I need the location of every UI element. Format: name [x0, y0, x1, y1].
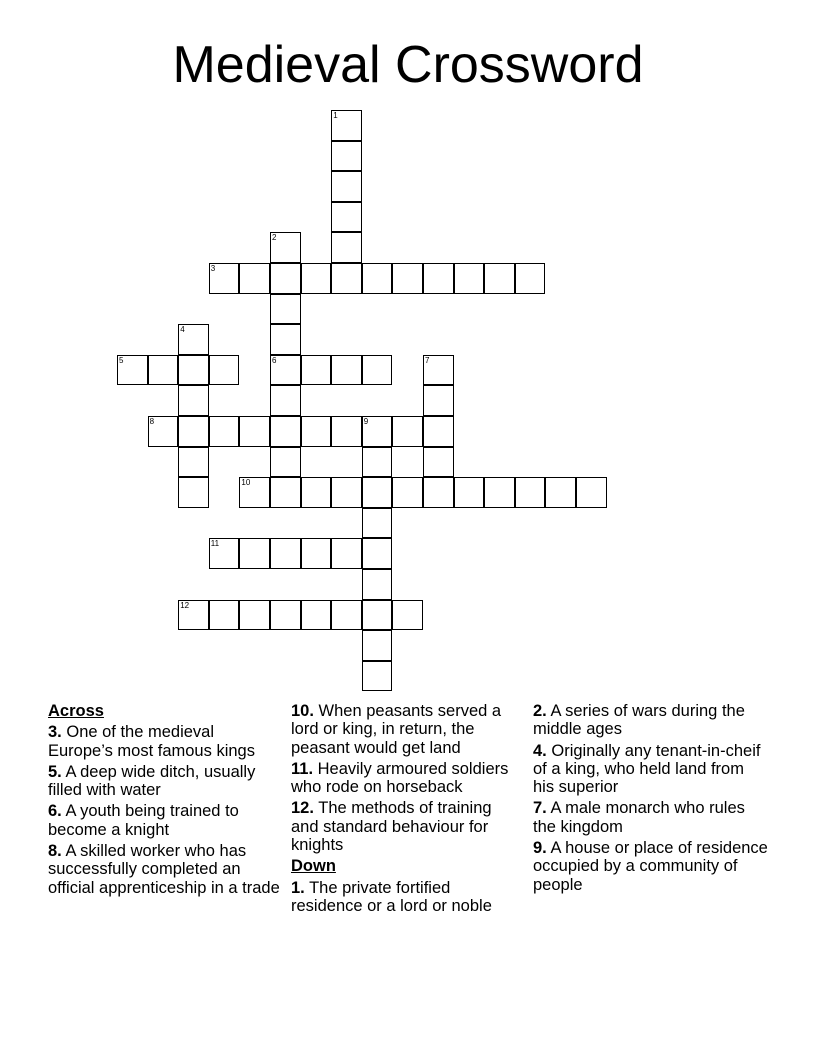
- grid-cell[interactable]: [178, 600, 209, 631]
- grid-cell-number: 6: [272, 355, 277, 365]
- grid-cell[interactable]: [423, 416, 454, 447]
- clue-down-4: [533, 742, 768, 797]
- grid-cell[interactable]: [331, 477, 362, 508]
- grid-cell[interactable]: [423, 477, 454, 508]
- clue-across-5: [48, 763, 280, 800]
- grid-cell[interactable]: [362, 508, 393, 539]
- grid-cell[interactable]: [331, 416, 362, 447]
- grid-cell[interactable]: [178, 447, 209, 478]
- clue-across-8: [48, 842, 280, 897]
- grid-cell[interactable]: [301, 355, 332, 386]
- grid-cell[interactable]: [178, 385, 209, 416]
- grid-cell[interactable]: [515, 477, 546, 508]
- clues-column-3: [533, 702, 768, 897]
- grid-cell[interactable]: [362, 263, 393, 294]
- clue-text: A deep wide ditch, usually filled with water: [48, 762, 256, 800]
- grid-cell[interactable]: [362, 600, 393, 631]
- clue-across-11: [291, 760, 523, 797]
- grid-cell[interactable]: [148, 355, 179, 386]
- grid-cell[interactable]: [454, 263, 485, 294]
- grid-cell[interactable]: [362, 416, 393, 447]
- clue-number: 2.: [533, 702, 547, 720]
- grid-cell-number: 10: [241, 478, 251, 488]
- grid-cell-number: 2: [272, 233, 277, 243]
- grid-cell-number: 4: [180, 325, 185, 335]
- grid-cell[interactable]: [362, 569, 393, 600]
- grid-cell[interactable]: [270, 477, 301, 508]
- grid-cell[interactable]: [331, 141, 362, 172]
- clue-text: A skilled worker who has successfully completed an official apprenticeship in a trade: [48, 842, 280, 897]
- grid-cell-number: 9: [363, 417, 369, 426]
- grid-cell[interactable]: [331, 263, 362, 294]
- grid-cell[interactable]: [392, 416, 423, 447]
- grid-cell[interactable]: [270, 324, 301, 355]
- clues-column-1: [48, 702, 280, 900]
- across-heading: Across: [48, 702, 104, 720]
- grid-cell[interactable]: [362, 661, 393, 692]
- grid-cell[interactable]: [331, 538, 362, 569]
- grid-cell-number: 1: [333, 111, 338, 120]
- grid-cell[interactable]: [270, 416, 301, 447]
- grid-cell[interactable]: [209, 538, 240, 569]
- clue-number: 11.: [291, 759, 314, 778]
- clue-number: 5.: [48, 762, 62, 781]
- clue-number: 7.: [533, 799, 547, 818]
- clue-text: Originally any tenant-in-cheif of a king, who held land from his superior: [533, 741, 761, 797]
- grid-cell[interactable]: [331, 202, 362, 233]
- grid-cell[interactable]: [423, 355, 454, 386]
- grid-cell-number: 3: [210, 264, 216, 273]
- grid-cell[interactable]: [362, 477, 393, 508]
- grid-cell[interactable]: [331, 110, 362, 141]
- grid-cell[interactable]: [362, 630, 393, 661]
- clue-down-2: [533, 702, 768, 739]
- grid-cell[interactable]: [209, 416, 240, 447]
- grid-cell[interactable]: [301, 600, 332, 631]
- clue-number: 6.: [48, 802, 62, 821]
- grid-cell[interactable]: [331, 355, 362, 386]
- clue-across-6: [48, 802, 280, 839]
- clue-text: A male monarch who rules the kingdom: [533, 799, 745, 836]
- grid-cell[interactable]: [239, 600, 270, 631]
- clue-number: 8.: [48, 842, 62, 861]
- grid-cell[interactable]: [515, 263, 546, 294]
- grid-cell-number: 7: [425, 355, 430, 365]
- grid-cell[interactable]: [301, 263, 332, 294]
- grid-cell[interactable]: [178, 477, 209, 508]
- grid-cell-number: 12: [180, 600, 190, 610]
- clue-number: 9.: [533, 839, 547, 858]
- page-title: Medieval Crossword: [172, 36, 644, 94]
- clue-text: A series of wars during the middle ages: [533, 702, 745, 739]
- grid-cell[interactable]: [178, 416, 209, 447]
- grid-cell[interactable]: [270, 447, 301, 478]
- clue-number: 3.: [48, 723, 62, 742]
- grid-cell[interactable]: [239, 263, 270, 294]
- grid-cell[interactable]: [362, 447, 393, 478]
- grid-cell[interactable]: [148, 416, 179, 447]
- clue-number: 4.: [533, 741, 547, 760]
- grid-cell[interactable]: [392, 263, 423, 294]
- grid-cell[interactable]: [301, 416, 332, 447]
- grid-cell[interactable]: [576, 477, 607, 508]
- clues-column-2: [291, 702, 523, 918]
- grid-cell[interactable]: [331, 232, 362, 263]
- clue-across-12: [291, 799, 523, 854]
- grid-cell[interactable]: [301, 477, 332, 508]
- clue-text: A youth being trained to become a knight: [48, 802, 239, 839]
- grid-cell[interactable]: [301, 538, 332, 569]
- grid-cell[interactable]: [545, 477, 576, 508]
- grid-cell[interactable]: [270, 355, 301, 386]
- down-heading: Down: [291, 857, 336, 876]
- grid-cell[interactable]: [454, 477, 485, 508]
- clue-text: One of the medieval Europe’s most famous kings: [48, 723, 255, 760]
- clue-down-9: [533, 839, 768, 894]
- grid-cell[interactable]: [484, 477, 515, 508]
- clue-number: 10.: [291, 702, 314, 720]
- grid-cell[interactable]: [239, 477, 270, 508]
- grid-cell[interactable]: [331, 171, 362, 202]
- grid-cell[interactable]: [270, 385, 301, 416]
- grid-cell[interactable]: [423, 385, 454, 416]
- clue-number: 1.: [291, 878, 305, 897]
- clue-text: The private fortified residence or a lord or noble: [291, 878, 492, 915]
- grid-cell[interactable]: [392, 600, 423, 631]
- grid-cell[interactable]: [270, 263, 301, 294]
- grid-cell-number: 11: [210, 539, 220, 549]
- grid-cell-number: 5: [119, 355, 124, 365]
- grid-cell[interactable]: [209, 263, 240, 294]
- grid-cell[interactable]: [270, 600, 301, 631]
- grid-cell[interactable]: [270, 294, 301, 325]
- grid-cell[interactable]: [239, 538, 270, 569]
- grid-cell[interactable]: [209, 355, 240, 386]
- clue-across-3: [48, 723, 280, 760]
- clue-text: Heavily armoured soldiers who rode on horseback: [291, 759, 509, 797]
- grid-cell[interactable]: [209, 600, 240, 631]
- grid-cell[interactable]: [178, 324, 209, 355]
- clue-text: The methods of training and standard behaviour for knights: [291, 799, 492, 855]
- grid-cell[interactable]: [270, 232, 301, 263]
- grid-cell[interactable]: [239, 416, 270, 447]
- grid-cell[interactable]: [270, 538, 301, 569]
- grid-cell[interactable]: [362, 538, 393, 569]
- grid-cell[interactable]: [178, 355, 209, 386]
- clue-text: When peasants served a lord or king, in return, the peasant would get land: [291, 702, 502, 757]
- grid-cell[interactable]: [331, 600, 362, 631]
- clue-down-1: [291, 879, 523, 916]
- clue-down-7: [533, 799, 768, 836]
- grid-cell-number: 8: [149, 417, 155, 426]
- grid-cell[interactable]: [423, 263, 454, 294]
- grid-cell[interactable]: [423, 447, 454, 478]
- grid-cell[interactable]: [392, 477, 423, 508]
- clue-number: 12.: [291, 799, 314, 818]
- grid-cell[interactable]: [484, 263, 515, 294]
- clue-text: A house or place of residence occupied by a community of people: [533, 839, 768, 894]
- grid-cell[interactable]: [117, 355, 148, 386]
- clue-across-10: [291, 702, 523, 757]
- grid-cell[interactable]: [362, 355, 393, 386]
